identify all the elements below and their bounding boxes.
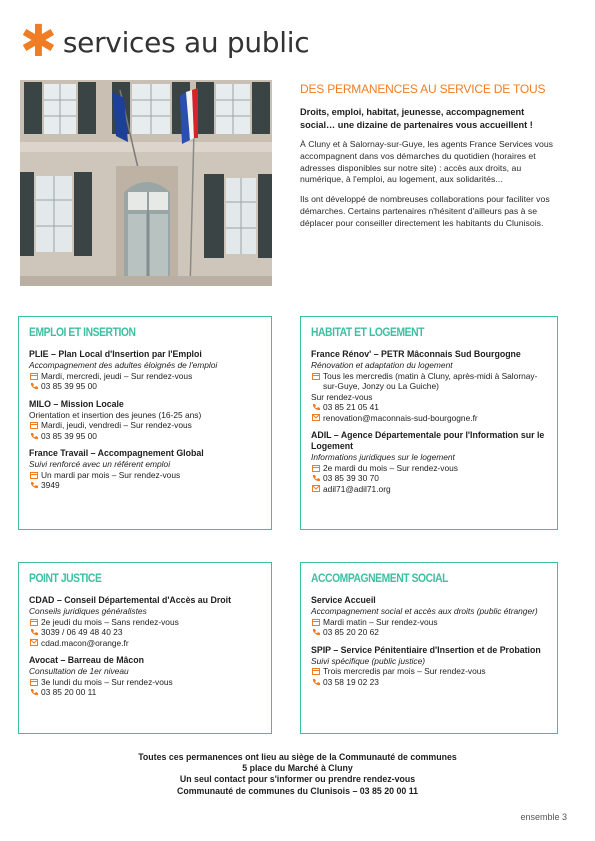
habitat-box-title: HABITAT ET LOGEMENT (311, 325, 424, 339)
accompagnement-social-box (300, 562, 558, 734)
footer-line-4: Communauté de communes du Clunisois – 03 85 20 00 11 (176, 785, 419, 796)
phone-line (311, 473, 547, 484)
entry-schedule: 2e mardi du mois – Sur rendez-vous (323, 462, 458, 473)
justice-box-title: POINT JUSTICE (29, 571, 102, 585)
calendar-icon (29, 470, 38, 479)
emploi-insertion-box (18, 316, 272, 530)
entry-name: Service Accueil (311, 595, 376, 605)
phone-line (311, 677, 547, 688)
entry-description: Informations juridiques sur le logement (311, 452, 455, 462)
entry-note: Sur rendez-vous (311, 391, 373, 402)
schedule-line (311, 666, 547, 677)
envelope-icon (311, 484, 320, 493)
entry-phone[interactable]: 03 85 20 20 62 (323, 627, 379, 637)
phone-line (29, 627, 261, 638)
entry-name: ADIL – Agence Départementale pour l'Information sur le Logement (311, 430, 545, 451)
intro-section (300, 82, 558, 238)
asterisk-icon: ✱ (20, 16, 57, 67)
phone-line (29, 687, 261, 698)
phone-line (29, 381, 261, 392)
entry-description: Consultation de 1er niveau (29, 666, 129, 676)
entry-description: Rénovation et adaptation du logement (311, 360, 453, 370)
building-facade-image (20, 80, 272, 286)
entry-email[interactable]: renovation@maconnais-sud-bourgogne.fr (323, 412, 478, 423)
schedule-line (311, 371, 547, 392)
calendar-icon (311, 372, 320, 381)
social-box-title: ACCOMPAGNEMENT SOCIAL (311, 571, 448, 585)
calendar-icon (311, 463, 320, 472)
entry-name: SPIP – Service Pénitentiaire d'Insertion et de Probation (311, 644, 541, 655)
phone-icon (29, 481, 38, 490)
entry-schedule: Mardi, mercredi, jeudi – Sur rendez-vous (41, 370, 193, 381)
list-item (311, 430, 547, 494)
phone-line (29, 431, 261, 442)
entry-description: Conseils juridiques généralistes (29, 606, 147, 616)
phone-icon (29, 382, 38, 391)
entry-phone[interactable]: 03 85 39 95 00 (41, 430, 97, 441)
calendar-icon (29, 371, 38, 380)
entry-phone[interactable]: 03 85 39 95 00 (41, 381, 97, 391)
list-item (311, 595, 547, 638)
phone-icon (311, 474, 320, 483)
envelope-icon (311, 413, 320, 422)
entry-name: Avocat – Barreau de Mâcon (29, 655, 145, 665)
entry-description: Orientation et insertion des jeunes (16-25 ans) (29, 409, 202, 420)
entry-description: Suivi renforcé avec un référent emploi (29, 459, 171, 469)
entry-phone[interactable]: 3949 (41, 480, 60, 490)
footer-line-2: 5 place du Marché à Cluny (242, 763, 353, 774)
email-line (29, 638, 261, 649)
entry-schedule: Tous les mercredis (matin à Cluny, après-midi à Salornay-sur-Guye, Jonzy ou La Guiche) (323, 370, 538, 391)
phone-icon (311, 677, 320, 686)
calendar-icon (311, 617, 320, 626)
habitat-logement-box (300, 316, 558, 530)
emploi-box-title: EMPLOI ET INSERTION (29, 325, 136, 339)
calendar-icon (29, 677, 38, 686)
intro-lead: Droits, emploi, habitat, jeunesse, accompagnement social… une dizaine de partenaires vous accueillent ! (300, 107, 533, 130)
entry-name: MILO – Mission Locale (29, 398, 124, 409)
point-justice-box (18, 562, 272, 734)
phone-line (311, 627, 547, 638)
phone-icon (29, 431, 38, 440)
entry-schedule: 2e jeudi du mois – Sans rendez-vous (41, 616, 179, 627)
list-item (29, 349, 261, 392)
calendar-icon (29, 421, 38, 430)
entry-description: Accompagnement social et accès aux droits (public étranger) (311, 606, 538, 616)
email-line (311, 484, 547, 495)
entry-schedule: 3e lundi du mois – Sur rendez-vous (41, 676, 173, 687)
entry-phone[interactable]: 03 85 20 00 11 (41, 687, 97, 697)
entry-schedule: Mardi, jeudi, vendredi – Sur rendez-vous (41, 420, 192, 430)
entry-name: France Rénov' – PETR Mâconnais Sud Bourgogne (311, 349, 521, 359)
entry-name: PLIE – Plan Local d'Insertion par l'Emploi (29, 349, 202, 359)
entry-description: Suivi spécifique (public justice) (311, 655, 426, 666)
entry-phone[interactable]: 03 58 19 02 23 (323, 676, 379, 687)
entry-name: CDAD – Conseil Départemental d'Accès au Droit (29, 595, 232, 605)
phone-line (311, 402, 547, 413)
intro-paragraph-1: À Cluny et à Salornay-sur-Guye, les agents France Services vous accompagnent dans vos démarches du quotidien (horaires et adresses disponibles sur notre site) : accès aux droits, au numérique, à l'emploi, au logement, aux solidarités... (300, 139, 554, 185)
email-line (311, 413, 547, 424)
entry-phone[interactable]: 3039 / 06 49 48 40 23 (41, 627, 123, 637)
calendar-icon (29, 617, 38, 626)
schedule-line (29, 371, 261, 382)
page-header (20, 16, 310, 67)
phone-icon (311, 628, 320, 637)
list-item (29, 655, 261, 698)
phone-icon (29, 628, 38, 637)
section-title: services au public (62, 25, 310, 59)
schedule-line (311, 617, 547, 628)
entry-schedule: Mardi matin – Sur rendez-vous (323, 616, 438, 627)
schedule-line (29, 677, 261, 688)
intro-paragraph-2: Ils ont développé de nombreuses collaborations pour faciliter vos démarches. Certains partenaires n'hésitent d'ailleurs pas à se déplacer pour conseiller directement les habitants du Clunisois. (300, 194, 550, 228)
schedule-line (29, 420, 261, 431)
schedule-line (29, 617, 261, 628)
list-item (29, 595, 261, 648)
schedule-line (29, 470, 261, 481)
page-number: ensemble 3 (520, 812, 567, 822)
town-hall-photo (20, 80, 272, 286)
entry-phone[interactable]: 03 85 39 30 70 (323, 473, 379, 483)
footer-line-3: Un seul contact pour s'informer ou prendre rendez-vous (179, 774, 416, 785)
footer-line-1: Toutes ces permanences ont lieu au siège de la Communauté de communes (138, 752, 457, 762)
entry-schedule: Un mardi par mois – Sur rendez-vous (41, 469, 181, 480)
intro-heading: DES PERMANENCES AU SERVICE DE TOUS (300, 82, 546, 96)
list-item (29, 399, 261, 442)
phone-icon (29, 688, 38, 697)
calendar-icon (311, 667, 320, 676)
entry-phone[interactable]: 03 85 21 05 41 (323, 402, 379, 412)
entry-email[interactable]: cdad.macon@orange.fr (41, 637, 129, 648)
list-item (311, 645, 547, 688)
entry-description: Accompagnement des adultes éloignés de l'emploi (29, 360, 218, 370)
entry-email[interactable]: adil71@adil71.org (323, 483, 391, 494)
phone-icon (311, 403, 320, 412)
entry-name: France Travail – Accompagnement Global (29, 448, 204, 458)
phone-line (29, 480, 261, 491)
list-item (311, 349, 547, 423)
list-item (29, 448, 261, 491)
footer-notice (60, 752, 535, 797)
envelope-icon (29, 638, 38, 647)
schedule-line (311, 463, 547, 474)
entry-schedule: Trois mercredis par mois – Sur rendez-vous (323, 666, 486, 676)
